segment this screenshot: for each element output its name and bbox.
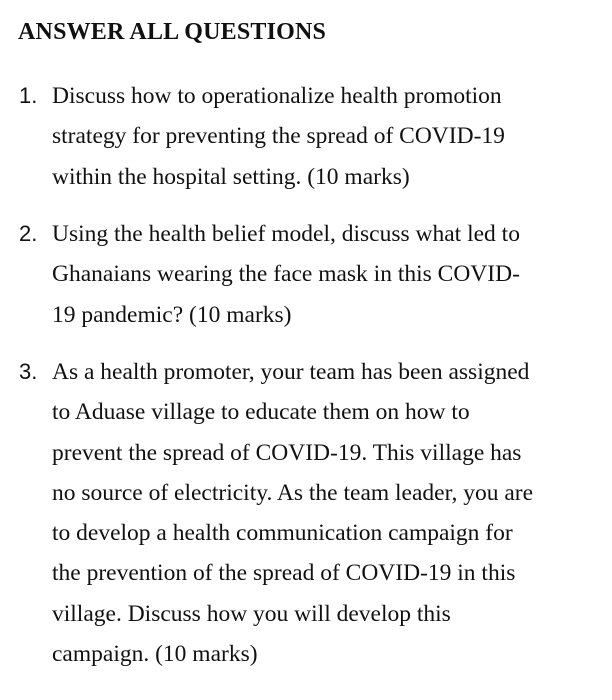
question-line: Using the health belief model, discuss what led to bbox=[52, 221, 520, 247]
question-text bbox=[52, 76, 600, 197]
question-line: Ghanaians wearing the face mask in this COVID- bbox=[52, 261, 520, 288]
question-line: village. Discuss how you will develop this bbox=[52, 600, 451, 627]
question-line: to Aduase village to educate them on how to bbox=[52, 399, 470, 426]
question-line: no source of electricity. As the team leader, you are bbox=[52, 479, 534, 506]
question-line: Discuss how to operationalize health promotion bbox=[52, 83, 502, 109]
question-line: strategy for preventing the spread of COVID-19 bbox=[52, 123, 505, 150]
question-line: prevent the spread of COVID-19. This village has bbox=[52, 439, 522, 466]
question-line: campaign. (10 marks) bbox=[52, 641, 258, 668]
question-number: 3. bbox=[19, 359, 38, 384]
question-line: the prevention of the spread of COVID-19 in this bbox=[52, 560, 516, 587]
question-text bbox=[52, 352, 600, 674]
instructions-heading: ANSWER ALL QUESTIONS bbox=[18, 19, 327, 45]
question-text bbox=[52, 214, 600, 335]
question-line: to develop a health communication campaign for bbox=[52, 520, 513, 547]
question-number: 1. bbox=[19, 83, 38, 108]
question-line: As a health promoter, your team has been assigned bbox=[52, 359, 530, 385]
question-line: 19 pandemic? (10 marks) bbox=[52, 301, 292, 328]
question-line: within the hospital setting. (10 marks) bbox=[52, 163, 410, 190]
question-number: 2. bbox=[19, 221, 38, 246]
